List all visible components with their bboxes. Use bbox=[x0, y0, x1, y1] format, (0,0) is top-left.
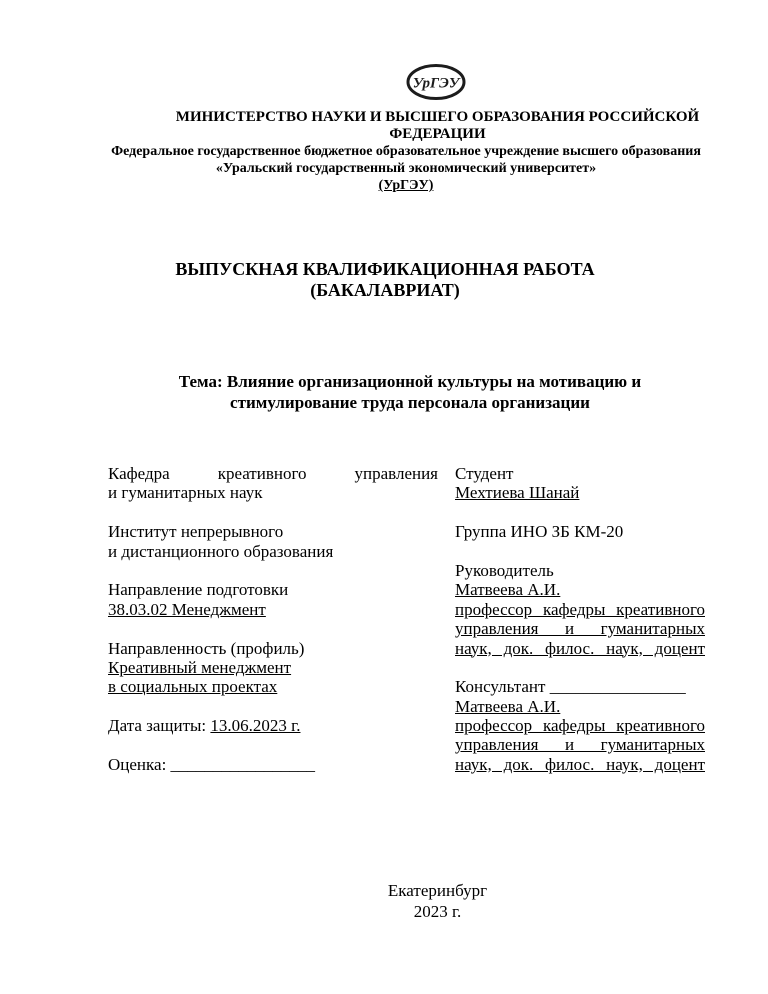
footer-year: 2023 г. bbox=[413, 902, 462, 921]
grade-label: Оценка: bbox=[108, 754, 171, 774]
blank-line bbox=[108, 697, 438, 716]
blank-line bbox=[108, 619, 438, 638]
group: Группа ИНО ЗБ КМ-20 bbox=[455, 522, 624, 542]
supervisor-name: Матвеева А.И. bbox=[455, 580, 561, 600]
supervisor-label: Руководитель bbox=[455, 560, 554, 580]
consultant-name: Матвеева А.И. bbox=[455, 696, 561, 716]
document-footer bbox=[175, 880, 700, 922]
ministry-line-1: МИНИСТЕРСТВО НАУКИ И ВЫСШЕГО ОБРАЗОВАНИЯ РОССИЙСКОЙ bbox=[175, 109, 700, 125]
supervisor-title-line-3: наук, док. филос. наук, доцент bbox=[455, 638, 705, 658]
institute-line-2: и дистанционного образования bbox=[108, 541, 334, 561]
consultant-label: Консультант bbox=[455, 677, 550, 697]
profile-label: Направленность (профиль) bbox=[108, 638, 305, 658]
institute-line-1: Институт непрерывного bbox=[108, 522, 284, 542]
consultant-title-line-2: управления и гуманитарных bbox=[455, 735, 705, 755]
theme-line-2: стимулирование труда персонала организации bbox=[230, 393, 590, 412]
work-title bbox=[60, 259, 710, 301]
defense-date-line bbox=[108, 716, 438, 735]
details-right-column bbox=[455, 464, 705, 774]
defense-date-label: Дата защиты: bbox=[108, 716, 211, 736]
ministry-block bbox=[175, 109, 700, 143]
blank-line bbox=[455, 542, 705, 561]
blank-line bbox=[108, 503, 438, 522]
institution-line-1: Федеральное государственное бюджетное образовательное учреждение высшего образования bbox=[111, 144, 701, 159]
department-line-2: и гуманитарных наук bbox=[108, 483, 263, 503]
university-logo-icon bbox=[405, 62, 467, 102]
details-left-column bbox=[108, 464, 438, 774]
grade-blank-field: _________________ bbox=[170, 754, 316, 774]
blank-line bbox=[108, 561, 438, 580]
direction-value: 38.03.02 Менеджмент bbox=[108, 599, 266, 619]
student-name: Мехтиева Шанай bbox=[455, 483, 580, 503]
blank-line bbox=[108, 735, 438, 754]
direction-label: Направление подготовки bbox=[108, 580, 289, 600]
supervisor-title-line-1: профессор кафедры креативного bbox=[455, 599, 705, 619]
ministry-line-2: ФЕДЕРАЦИИ bbox=[389, 126, 486, 142]
university-logo bbox=[405, 62, 467, 102]
work-title-line-1: ВЫПУСКНАЯ КВАЛИФИКАЦИОННАЯ РАБОТА bbox=[175, 259, 595, 279]
consultant-title-line-1: профессор кафедры креативного bbox=[455, 716, 705, 736]
department-line-1: Кафедра креативного управления bbox=[108, 464, 438, 483]
grade-line bbox=[108, 755, 438, 774]
defense-date-value: 13.06.2023 г. bbox=[210, 716, 301, 736]
logo-text: УрГЭУ bbox=[412, 75, 460, 92]
work-title-line-2: (БАКАЛАВРИАТ) bbox=[310, 280, 460, 300]
blank-line bbox=[455, 503, 705, 522]
theme bbox=[100, 371, 720, 413]
consultant-blank-field: ________________ bbox=[549, 677, 686, 697]
footer-city: Екатеринбург bbox=[387, 881, 488, 900]
institution-line-2: «Уральский государственный экономический университет» bbox=[215, 161, 597, 176]
profile-value-line-1: Креативный менеджмент bbox=[108, 657, 292, 677]
consultant-line bbox=[455, 677, 705, 696]
profile-value-line-2: в социальных проектах bbox=[108, 677, 278, 697]
theme-line-1: Тема: Влияние организационной культуры на мотивацию и bbox=[178, 372, 642, 391]
institution-block bbox=[98, 143, 714, 194]
institution-abbreviation: (УрГЭУ) bbox=[378, 178, 434, 193]
supervisor-title-line-2: управления и гуманитарных bbox=[455, 619, 705, 639]
consultant-title-line-3: наук, док. филос. наук, доцент bbox=[455, 754, 705, 774]
document-header bbox=[0, 109, 768, 194]
student-label: Студент bbox=[455, 464, 514, 483]
blank-line bbox=[455, 658, 705, 677]
